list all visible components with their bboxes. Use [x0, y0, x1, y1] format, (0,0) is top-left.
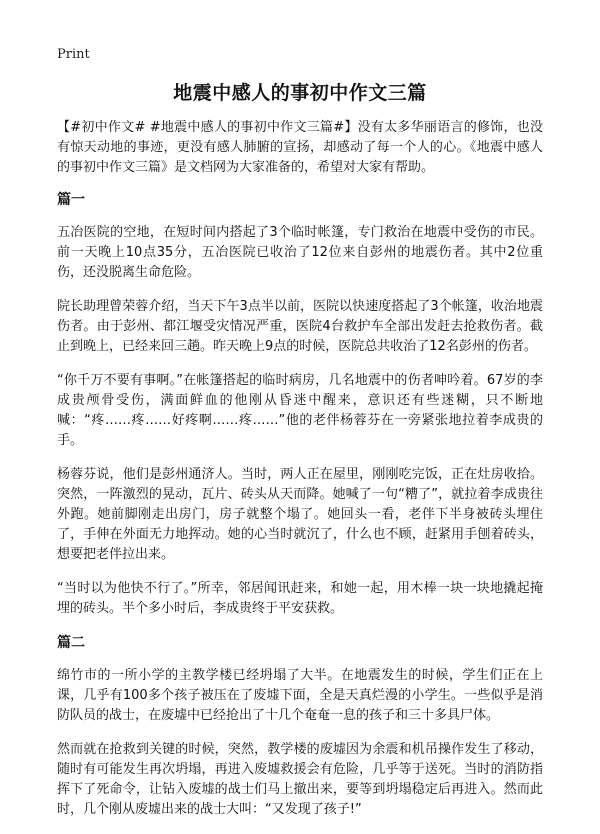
- section-heading: 篇一: [57, 192, 85, 208]
- paragraph: 五冶医院的空地，在短时间内搭起了3个临时帐篷，专门救治在地震中受伤的市民。前一天晚上10点35分，五冶医院已收治了12位来自彭州的地震伤者。其中2位重伤，还没脱离生命危险。: [57, 225, 543, 280]
- section-2: [57, 633, 543, 820]
- section-1: [57, 190, 543, 619]
- section-heading: 篇二: [57, 635, 85, 651]
- page-title: 地震中感人的事初中作文三篇: [173, 82, 427, 104]
- paragraph: 院长助理曾荣蓉介绍，当天下午3点半以前，医院以快速度搭起了3个帐篷，收治地震伤者。由于彭州、都江堰受灾情况严重，医院4台救护车全部出发赶去抢救伤者。截止到晚上，已经来回三趟。昨天晚上9点的时候，医院总共收治了12名彭州的伤者。: [57, 299, 543, 354]
- paragraph: 杨蓉芬说，他们是彭州通济人。当时，两人正在屋里，刚刚吃完饭，正在灶房收拾。突然，一阵激烈的晃动，瓦片、砖头从天而降。她喊了一句“糟了”，就拉着李成贵往外跑。她前脚刚走出房门，房子就整个塌了。她回头一看，老伴下半身被砖头埋住了，手伸在外面无力地挥动。她的心当时就沉了，什么也不顾，赶紧用手刨着砖头，想要把老伴拉出来。: [57, 467, 543, 562]
- paragraph: “你千万不要有事啊。”在帐篷搭起的临时病房，几名地震中的伤者呻吟着。67岁的李成贵颅骨受伤，满面鲜血的他刚从昏迷中醒来，意识还有些迷糊，只不断地喊：“疼……疼……好疼啊……疼……”他的老伴杨蓉芬在一旁紧张地拉着李成贵的手。: [57, 373, 543, 448]
- paragraph: 绵竹市的一所小学的主教学楼已经坍塌了大半。在地震发生的时候，学生们正在上课，几乎有100多个孩子被压在了废墟下面，全是天真烂漫的小学生。一些似乎是消防队员的战士，在废墟中已经抢出了十几个奄奄一息的孩子和三十多具尸体。: [57, 668, 543, 723]
- print-link[interactable]: Print: [57, 47, 90, 62]
- paragraph: 然而就在抢救到关键的时候，突然，教学楼的废墟因为余震和机吊操作发生了移动，随时有可能发生再次坍塌，再进入废墟救援会有危险，几乎等于送死。当时的消防指挥下了死命令，让钻入废墟的战士们马上撤出来，要等到坍塌稳定后再进入。然而此时，几个刚从废墟出来的战士大叫：“又发现了孩子!”: [57, 742, 543, 817]
- intro-paragraph: 【#初中作文# #地震中感人的事初中作文三篇#】没有太多华丽语言的修饰，也没有惊天动地的事迹，更没有感人肺腑的宣扬，却感动了每一个人的心。《地震中感人的事初中作文三篇》是文档网为大家准备的，希望对大家有帮助。: [57, 120, 543, 175]
- paragraph: “当时以为他快不行了。”所幸，邻居闻讯赶来，和她一起，用木棒一块一块地撬起掩埋的砖头。半个多小时后，李成贵终于平安获救。: [57, 581, 543, 616]
- article-body: [57, 118, 543, 834]
